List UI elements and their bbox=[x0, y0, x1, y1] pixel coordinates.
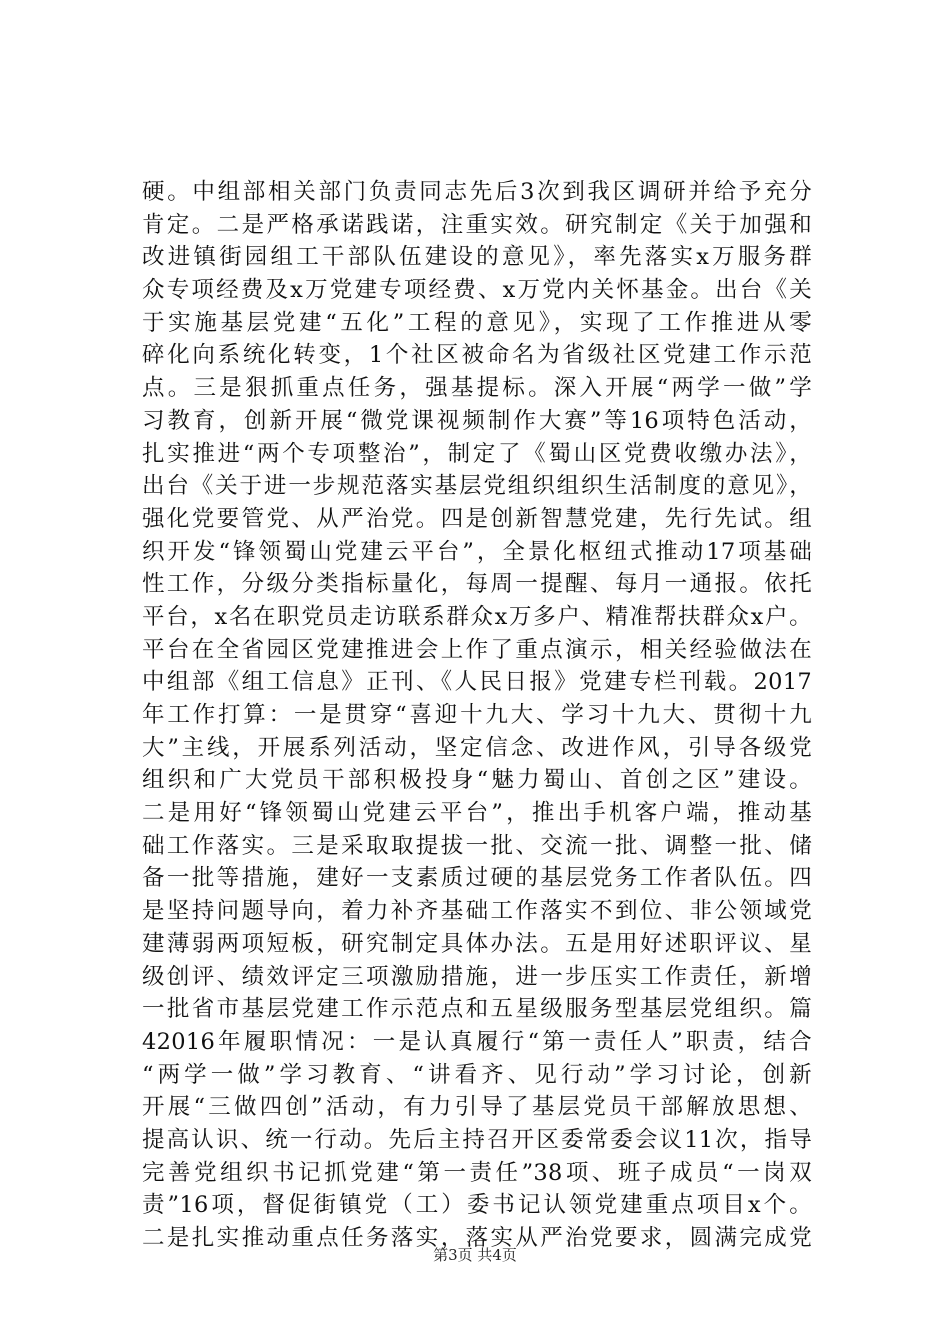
text-line: 42016年履职情况：一是认真履行“第一责任人”职责，结合 bbox=[142, 1028, 812, 1055]
text-line: 组织和广大党员干部积极投身“魅力蜀山、首创之区”建设。 bbox=[142, 767, 812, 794]
text-line: 出台《关于进一步规范落实基层党组织组织生活制度的意见》， bbox=[142, 473, 812, 500]
text-line: 年工作打算：一是贯穿“喜迎十九大、学习十九大、贯彻十九 bbox=[142, 702, 812, 728]
text-line: 硬。中组部相关部门负责同志先后3次到我区调研并给予充分 bbox=[142, 179, 812, 205]
text-line: 建薄弱两项短板，研究制定具体办法。五是用好述职评议、星 bbox=[142, 930, 812, 957]
text-line: 础工作落实。三是采取取提拔一批、交流一批、调整一批、储 bbox=[142, 832, 812, 859]
text-line: 平台在全省园区党建推进会上作了重点演示，相关经验做法在 bbox=[142, 636, 812, 663]
text-line: 备一批等措施，建好一支素质过硬的基层党务工作者队伍。四 bbox=[142, 865, 812, 892]
text-line: 开展“三做四创”活动，有力引导了基层党员干部解放思想、 bbox=[142, 1094, 812, 1121]
text-line: “两学一做”学习教育、“讲看齐、见行动”学习讨论，创新 bbox=[142, 1061, 812, 1088]
text-line: 众专项经费及x万党建专项经费、x万党内关怀基金。出台《关 bbox=[142, 277, 812, 304]
text-line: 改进镇街园组工干部队伍建设的意见》，率先落实x万服务群 bbox=[142, 244, 812, 271]
text-line: 碎化向系统化转变，1个社区被命名为省级社区党建工作示范 bbox=[142, 342, 812, 369]
text-line: 强化党要管党、从严治党。四是创新智慧党建，先行先试。组 bbox=[142, 505, 812, 532]
page-footer: 第3页 共4页 bbox=[433, 1246, 517, 1264]
text-line: 织开发“锋领蜀山党建云平台”，全景化枢纽式推动17项基础 bbox=[142, 538, 812, 565]
text-line: 扎实推进“两个专项整治”，制定了《蜀山区党费收缴办法》， bbox=[142, 440, 812, 467]
text-line: 中组部《组工信息》正刊、《人民日报》党建专栏刊载。2017 bbox=[142, 669, 812, 696]
text-line: 提高认识、统一行动。先后主持召开区委常委会议11次，指导 bbox=[142, 1126, 812, 1153]
text-line: 大”主线，开展系列活动，坚定信念、改进作风，引导各级党 bbox=[142, 734, 812, 761]
text-line: 是坚持问题导向，着力补齐基础工作落实不到位、非公领域党 bbox=[142, 898, 812, 925]
text-line: 性工作，分级分类指标量化，每周一提醒、每月一通报。依托 bbox=[142, 571, 812, 598]
text-line: 完善党组织书记抓党建“第一责任”38项、班子成员“一岗双 bbox=[142, 1159, 812, 1186]
text-line: 平台，x名在职党员走访联系群众x万多户、精准帮扶群众x户。 bbox=[142, 603, 812, 630]
body-text bbox=[142, 176, 812, 1255]
text-line: 级创评、绩效评定三项激励措施，进一步压实工作责任，新增 bbox=[142, 963, 812, 990]
text-line: 一批省市基层党建工作示范点和五星级服务型基层党组织。篇 bbox=[142, 996, 812, 1023]
text-line: 二是扎实推动重点任务落实，落实从严治党要求，圆满完成党 bbox=[142, 1225, 812, 1251]
text-line: 点。三是狠抓重点任务，强基提标。深入开展“两学一做”学 bbox=[142, 375, 812, 402]
text-line: 习教育，创新开展“微党课视频制作大赛”等16项特色活动， bbox=[142, 407, 812, 434]
text-line: 于实施基层党建“五化”工程的意见》，实现了工作推进从零 bbox=[142, 309, 812, 336]
text-line: 责”16项，督促街镇党（工）委书记认领党建重点项目x个。 bbox=[142, 1192, 812, 1219]
text-line: 二是用好“锋领蜀山党建云平台”，推出手机客户端，推动基 bbox=[142, 800, 812, 827]
text-line: 肯定。二是严格承诺践诺，注重实效。研究制定《关于加强和 bbox=[142, 211, 812, 238]
